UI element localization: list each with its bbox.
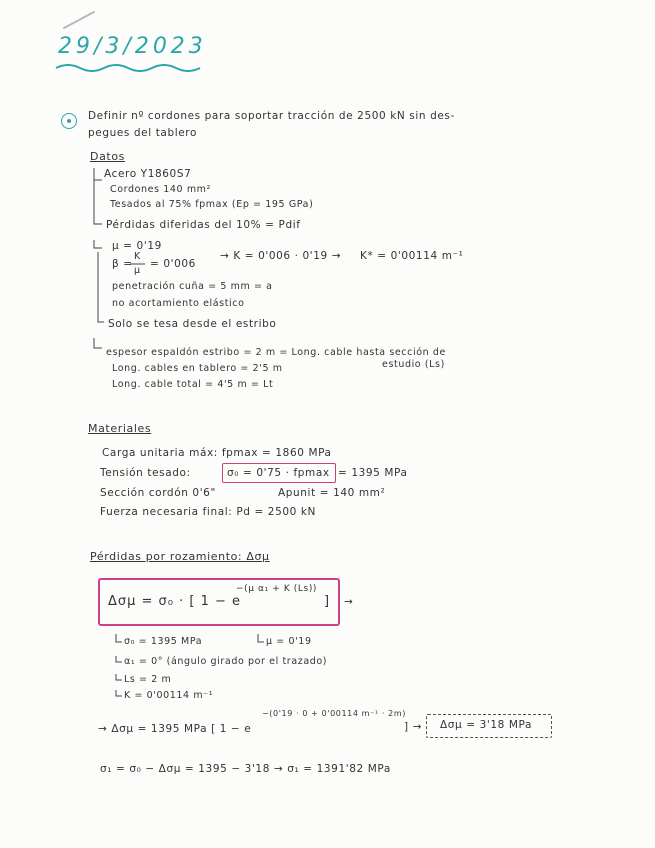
pencil-stroke-decoration: [60, 8, 100, 32]
date-underline-wave: [52, 60, 212, 76]
rozamiento-alpha: α₁ = 0° (ángulo girado por el trazado): [124, 656, 328, 667]
formula-exponent: −(μ α₁ + K (Ls)): [236, 584, 318, 594]
calc-exponent: −(0'19 · 0 + 0'00114 m⁻¹ · 2m): [262, 709, 406, 718]
calc-rhs: ] →: [404, 721, 423, 733]
datos-mu: μ = 0'19: [112, 240, 162, 252]
materiales-carga: Carga unitaria máx: fpmax = 1860 MPa: [102, 447, 332, 459]
datos-cordones: Cordones 140 mm²: [110, 184, 211, 195]
bullet-circle-icon: [61, 113, 77, 129]
datos-k-result: K* = 0'00114 m⁻¹: [360, 250, 464, 262]
rozamiento-sigma1: σ₁ = σ₀ − Δσμ = 1395 − 3'18 → σ₁ = 1391'82 MPa: [100, 763, 391, 775]
materiales-fuerza: Fuerza necesaria final: Pd = 2500 kN: [100, 506, 316, 518]
problem-line-2: pegues del tablero: [88, 127, 197, 139]
datos-tesados: Tesados al 75% fpmax (Ep = 195 GPa): [110, 199, 314, 210]
rozamiento-sigma0: σ₀ = 1395 MPa: [124, 636, 203, 647]
page-date: 29/3/2023: [58, 34, 207, 59]
datos-beta-lhs: β =: [112, 258, 133, 270]
formula-lhs: Δσμ = σ₀ · [ 1 − e: [108, 594, 242, 609]
materiales-seccion-value: Apunit = 140 mm²: [278, 487, 386, 499]
problem-line-1: Definir nº cordones para soportar tracción de 2500 kN sin des-: [88, 110, 455, 122]
datos-estudio: estudio (Ls): [382, 359, 445, 370]
datos-penetracion: penetración cuña = 5 mm = a: [112, 281, 273, 292]
materiales-tension-label: Tensión tesado:: [100, 467, 191, 479]
materiales-tension-box: σ₀ = 0'75 · fpmax: [227, 467, 330, 479]
datos-k-calc: → K = 0'006 · 0'19 →: [220, 250, 342, 262]
rozamiento-ls: Ls = 2 m: [124, 674, 172, 685]
materiales-heading: Materiales: [88, 422, 152, 435]
formula-arrow: →: [344, 596, 354, 608]
datos-beta-den: μ: [134, 265, 141, 276]
datos-solo-tesa: Solo se tesa desde el estribo: [108, 318, 277, 330]
rozamiento-heading: Pérdidas por rozamiento: Δσμ: [90, 550, 270, 563]
datos-beta-num: K: [134, 251, 141, 262]
calc-lhs: → Δσμ = 1395 MPa [ 1 − e: [98, 723, 252, 735]
datos-heading: Datos: [90, 150, 125, 163]
datos-perdidas: Pérdidas diferidas del 10% = Pdif: [106, 219, 301, 231]
datos-espesor: espesor espaldón estribo = 2 m = Long. cable hasta sección de: [106, 347, 446, 358]
datos-no-acortamiento: no acortamiento elástico: [112, 298, 245, 309]
datos-beta-rhs: = 0'006: [150, 258, 196, 270]
materiales-seccion: Sección cordón 0'6": [100, 487, 216, 499]
rozamiento-mu: μ = 0'19: [266, 636, 312, 647]
datos-long-total: Long. cable total = 4'5 m = Lt: [112, 379, 274, 390]
datos-acero: Acero Y1860S7: [104, 168, 192, 180]
datos-long-tablero: Long. cables en tablero = 2'5 m: [112, 363, 283, 374]
calc-result: Δσμ = 3'18 MPa: [440, 719, 533, 731]
formula-rhs: ]: [324, 594, 331, 609]
rozamiento-k: K = 0'00114 m⁻¹: [124, 690, 214, 701]
materiales-tension-value: = 1395 MPa: [338, 467, 408, 479]
